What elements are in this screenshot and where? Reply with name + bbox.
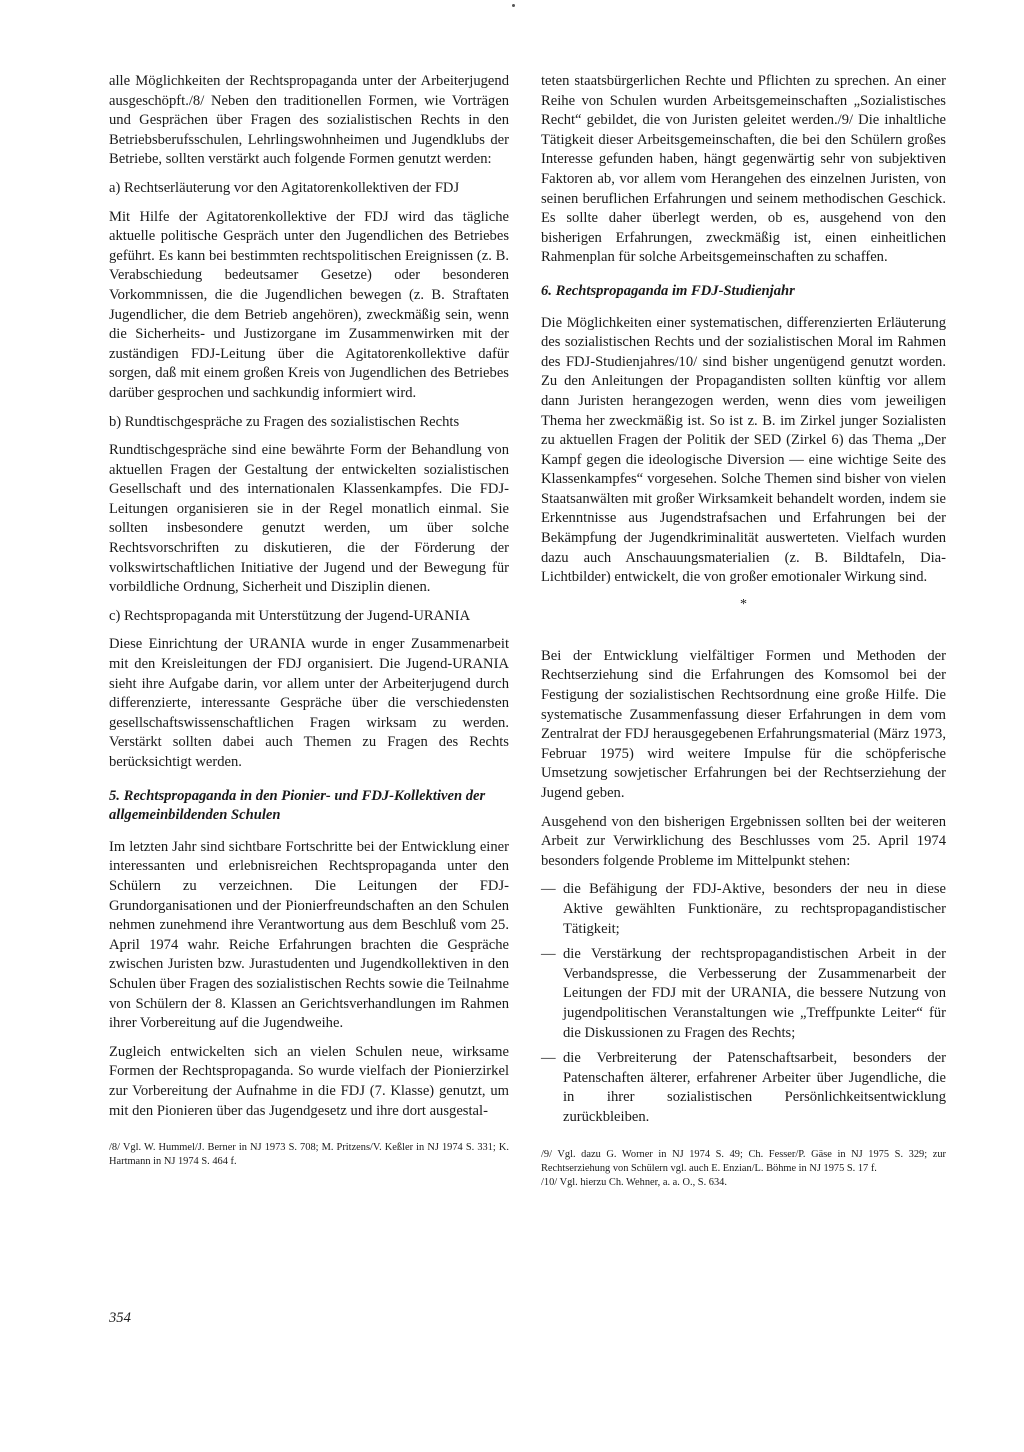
section-heading-5: 5. Rechtspropaganda in den Pionier- und FDJ-Kollektiven der allgemeinbildenden Schulen — [109, 787, 486, 824]
scan-mark — [512, 4, 515, 7]
subsection-c: c) Rechtspropaganda mit Unterstützung der Jugend-URANIA — [109, 607, 471, 624]
list-item — [541, 880, 946, 939]
dash-bullet: — — [541, 946, 556, 963]
list-item — [541, 1049, 946, 1127]
list-item — [541, 945, 946, 1043]
paragraph: Zugleich entwickelten sich an vielen Schulen neue, wirksame Formen der Rechtspropaganda. So wurde vielfach der Pionierzirkel zur Vorbereitung der Aufnahme in die FDJ (7. Klasse) genutzt, um mit den Pionieren über das Jugendgesetz und ihre dort ausgestal- — [109, 1043, 509, 1119]
paragraph: Ausgehend von den bisherigen Ergebnissen sollten bei der weiteren Arbeit zur Verwirklichung des Beschlusses vom 25. April 1974 besonders folgende Probleme im Mittelpunkt stehen: — [541, 813, 946, 869]
footnote-8: /8/ Vgl. W. Hummel/J. Berner in NJ 1973 S. 708; M. Pritzens/V. Keßler in NJ 1974 S. 331; K. Hartmann in NJ 1974 S. 464 f. — [109, 1142, 509, 1168]
subsection-b: b) Rundtischgespräche zu Fragen des sozialistischen Rechts — [109, 413, 460, 430]
footnote-10: /10/ Vgl. hierzu Ch. Wehner, a. a. O., S. 634. — [541, 1176, 727, 1188]
dash-bullet: — — [541, 1050, 556, 1067]
paragraph: Mit Hilfe der Agitatorenkollektive der FDJ wird das tägliche aktuelle politische Gespräch unter den Jugendlichen des Betriebes geführt. Es kann bei bestimmten rechtspolitischen Ereignissen (z. B. Verabschiedung bedeutsamer Gesetze) oder besonderen Vorkommnissen, die die Jugendlichen bewegen (z. B. Straftaten Jugendlicher, die dem Betrieb angehören), zweckmäßig sein, wenn die Sicherheits- und Justizorgane im Zusammenwirken mit der zuständigen FDJ-Leitung über die Agitatorenkollektive dafür sorgen, daß mit einem großen Kreis von Jugendlichen des Betriebes darüber gesprochen und sachkundig informiert wird. — [109, 208, 509, 401]
paragraph: Im letzten Jahr sind sichtbare Fortschritte bei der Entwicklung einer interessanten und erlebnisreichen Rechtspropaganda unter den Schülern zu verzeichnen. Die Leitungen der FDJ-Grundorganisationen und der Pionierfreundschaften an den Schulen nehmen zunehmend ihre Verantwortung aus dem Beschluß vom 25. April 1974 wahr. Reiche Erfahrungen brachten die Gespräche zwischen Juristen bzw. Jurastudenten und Jugendkollektiven in den Schulen über Fragen des sozialistischen Rechts sowie die Teilnahme von Schülern der 8. Klassen an Gerichtsverhandlungen im Rahmen ihrer Vorbereitung auf die Jugendweihe. — [109, 838, 509, 1032]
page-number: 354 — [109, 1310, 131, 1326]
dash-bullet: — — [541, 881, 556, 898]
problem-list — [541, 880, 946, 1127]
right-column — [541, 72, 946, 1190]
footnotes — [109, 1141, 509, 1169]
paragraph: Rundtischgespräche sind eine bewährte Form der Behandlung von aktuellen Fragen der Gestaltung der entwickelten sozialistischen Gesellschaft und des internationalen Klassenkampfes. Die FDJ-Leitungen organisieren sie in der Regel monatlich einmal. Sie sollten insbesondere genutzt werden, um über solche Rechtsvorschriften zu diskutieren, die der Förderung der volkswirtschaftlichen Initiative der Jugend und der Bewegung für vorbildliche Ordnung, Sicherheit und Disziplin dienen. — [109, 442, 509, 596]
paragraph: Bei der Entwicklung vielfältiger Formen und Methoden der Rechtserziehung sind die Erfahrungen des Komsomol bei der Festigung der sozialistischen Rechtsordnung eine große Hilfe. Die systematische Zusammenfassung dieser Erfahrungen in dem vom Zentralrat der FDJ herausgegebenen Erfahrungsmaterial (März 1973, Februar 1975) wird weitere Impulse für die schöpferische Umsetzung sowjetischer Erfahrungen bei der Rechtserziehung der Jugend geben. — [541, 647, 946, 801]
paragraph: teten staatsbürgerlichen Rechte und Pflichten zu sprechen. An einer Reihe von Schulen wurden Arbeitsgemeinschaften „Sozialistisches Recht“ gebildet, die von Juristen geleitet werden./9/ Die inhaltliche Tätigkeit dieser Arbeitsgemeinschaften, die bei den Schülern großes Interesse gefunden haben, hängt gegenwärtig sehr von subjektiven Faktoren ab, vor allem vom Herangehen des einzelnen Juristen, von seinen beruflichen Erfahrungen und seinem methodischen Geschick. Es sollte daher überlegt werden, ob es, ausgehend von den bisherigen Erfahrungen, zweckmäßig ist, einen einheitlichen Rahmenplan für solche Arbeitsgemeinschaften zu schaffen. — [541, 73, 946, 266]
list-item-text: die Befähigung der FDJ-Aktive, besonders der neu in diese Aktive gewählten Funktionäre, zu rechtspropagandistischer Tätigkeit; — [563, 881, 946, 937]
list-item-text: die Verstärkung der rechtspropagandistischen Arbeit in der Verbandspresse, die Verbesserung der Zusammenarbeit der Leitungen der FDJ mit der URANIA, die bessere Nutzung von jugendpolitischen Veranstaltungen wie „Treffpunkte Leiter“ für die Diskussionen zu Fragen des Rechts; — [563, 946, 946, 1041]
paragraph: alle Möglichkeiten der Rechtspropaganda unter der Arbeiterjugend ausgeschöpft./8/ Neben den traditionellen Formen, wie Vorträgen und Gesprächen über Fragen des sozialistischen Rechts in den Betriebsberufsschulen, Lehrlingswohnheimen und Jugendklubs der Betriebe, sollten verstärkt auch folgende Formen genutzt werden: — [109, 73, 509, 168]
list-item-text: die Verbreiterung der Patenschaftsarbeit, besonders der Patenschaften älterer, erfahrener Arbeiter über Jugendliche, die in ihrer sozialistischen Persönlichkeitsentwicklung zurückbleiben. — [563, 1050, 946, 1125]
footnote-9: /9/ Vgl. dazu G. Worner in NJ 1974 S. 49; Ch. Fesser/P. Gäse in NJ 1975 S. 329; zur Rechtserziehung von Schülern vgl. auch E. Enzian/L. Böhme in NJ 1975 S. 17 f. — [541, 1148, 946, 1174]
paragraph: Diese Einrichtung der URANIA wurde in enger Zusammenarbeit mit den Kreisleitungen der FDJ organisiert. Die Jugend-URANIA sieht ihre Aufgabe darin, vor allem unter der Arbeiterjugend durch differenzierte, interessante Gespräche über die verschiedensten gesellschaftswissenschaftlichen Fragen wirksam zu werden. Verstärkt sollten dabei auch Themen zu Fragen des Rechts berücksichtigt werden. — [109, 636, 509, 770]
left-column — [109, 72, 509, 1169]
section-separator: * — [740, 596, 747, 612]
subsection-a: a) Rechtserläuterung vor den Agitatorenkollektiven der FDJ — [109, 179, 460, 196]
section-heading-6: 6. Rechtspropaganda im FDJ-Studienjahr — [541, 282, 795, 299]
footnotes — [541, 1148, 946, 1190]
paragraph: Die Möglichkeiten einer systematischen, differenzierten Erläuterung des sozialistischen Rechts und der sozialistischen Moral im Rahmen des FDJ-Studienjahres/10/ sind bisher ungenügend genutzt worden. Zu den Anleitungen der Propagandisten sollten künftig vor allem dann Juristen herangezogen werden, wenn dies vom jeweiligen Thema her zweckmäßig ist. So ist z. B. im Zirkel junger Sozialisten zu aktuellen Fragen der Politik der SED (Zirkel 6) das Thema „Der Kampf gegen die ideologische Diversion — eine wichtige Seite des Klassenkampfes“ vorgesehen. Solche Themen sind bisher von vielen Staatsanwälten mit großer Wirksamkeit behandelt worden, indem sie Erkenntnisse aus Jugendstrafsachen und Erfahrungen bei der Bekämpfung der Jugendkriminalität auswerteten. Vielfach wurden dazu auch Anschauungsmaterialien (z. B. Bildtafeln, Dia-Lichtbilder) entwickelt, die von großer emotionaler Wirkung sind. — [541, 314, 946, 586]
